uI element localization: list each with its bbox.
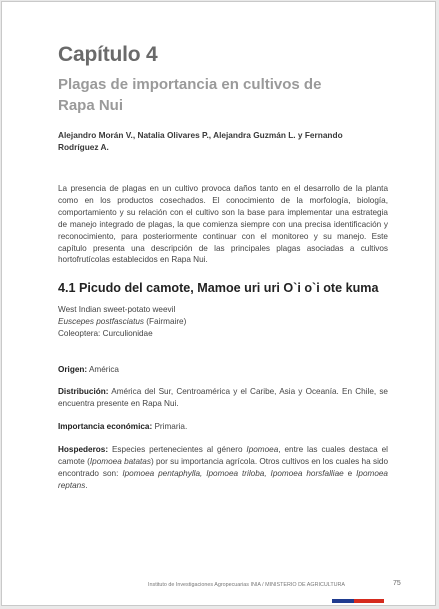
origin-field (58, 364, 388, 376)
importance-label: Importancia económica: (58, 422, 153, 432)
scientific-name-line (58, 316, 388, 328)
importance-value: Primaria. (152, 422, 188, 432)
section-heading: 4.1 Picudo del camote, Mamoe uri uri O`i o`i ote kuma (58, 281, 379, 296)
document-page (1, 1, 436, 606)
hosts-text: e (343, 468, 357, 478)
distribution-field (58, 386, 388, 410)
origin-label: Origen: (58, 365, 88, 375)
scientific-name: Euscepes postfasciatus (58, 317, 145, 327)
chapter-subtitle: Plagas de importancia en cultivos de Rapa Nui (58, 76, 322, 114)
chapter-authors: Alejandro Morán V., Natalia Olivares P., Alejandra Guzmán L. y Fernando Rodríguez A. (58, 130, 343, 152)
hosts-text: Especies pertenecientes al género (108, 444, 247, 454)
hosts-species: Ipomoea batatas (89, 456, 151, 466)
hosts-species: Ipomoea pentaphylla, Ipomoea triloba, Ipomoea horsfalliae (122, 468, 344, 478)
hosts-field (58, 444, 388, 492)
flag-red-stripe (354, 599, 384, 603)
distribution-label: Distribución: (58, 387, 109, 397)
species-author: (Fairmaire) (144, 317, 187, 327)
taxonomy-block (58, 304, 388, 340)
distribution-value: América del Sur, Centroamérica y el Caribe, Asia y Oceanía. En Chile, se encuentra presente en Rapa Nui. (58, 387, 388, 409)
page-footer: Instituto de Investigaciones Agropecuarias INIA / MINISTERIO DE AGRICULTURA (148, 582, 346, 588)
hosts-text: , entre las cuales destaca el camote ( (58, 444, 388, 466)
hosts-text: ) por su importancia agrícola. Otros cultivos en los cuales ha sido encontrado son: (58, 456, 388, 478)
chapter-label: Capítulo 4 (58, 43, 158, 66)
hosts-genus: Ipomoea (246, 444, 279, 454)
common-name: West Indian sweet-potato weevil (58, 305, 176, 315)
flag-blue-stripe (332, 599, 354, 603)
flag-bar (332, 599, 384, 603)
page-number: 75 (393, 580, 401, 587)
hosts-text: . (85, 480, 88, 490)
hosts-label: Hospederos: (58, 444, 109, 454)
hosts-species: Ipomoea reptans (58, 468, 388, 490)
origin-value: América (87, 365, 119, 375)
order-family: Coleoptera: Curculionidae (58, 329, 153, 339)
intro-paragraph: La presencia de plagas en un cultivo provoca daños tanto en el desarrollo de la planta como en los productos cosechados. El conocimiento de la morfología, biología, comportamiento y su relación con el cultivo son la base para implementar una estrategia de manejo integrado de plagas, la que comienza siempre con una precisa identificación y reconocimiento, para posteriormente continuar con el monitoreo y su manejo. Este capítulo presenta una descripción de las principales plagas asociadas a cultivos hortofrutícolas establecidos en Rapa Nui. (58, 184, 388, 265)
importance-field (58, 421, 388, 433)
page-content (58, 42, 388, 492)
